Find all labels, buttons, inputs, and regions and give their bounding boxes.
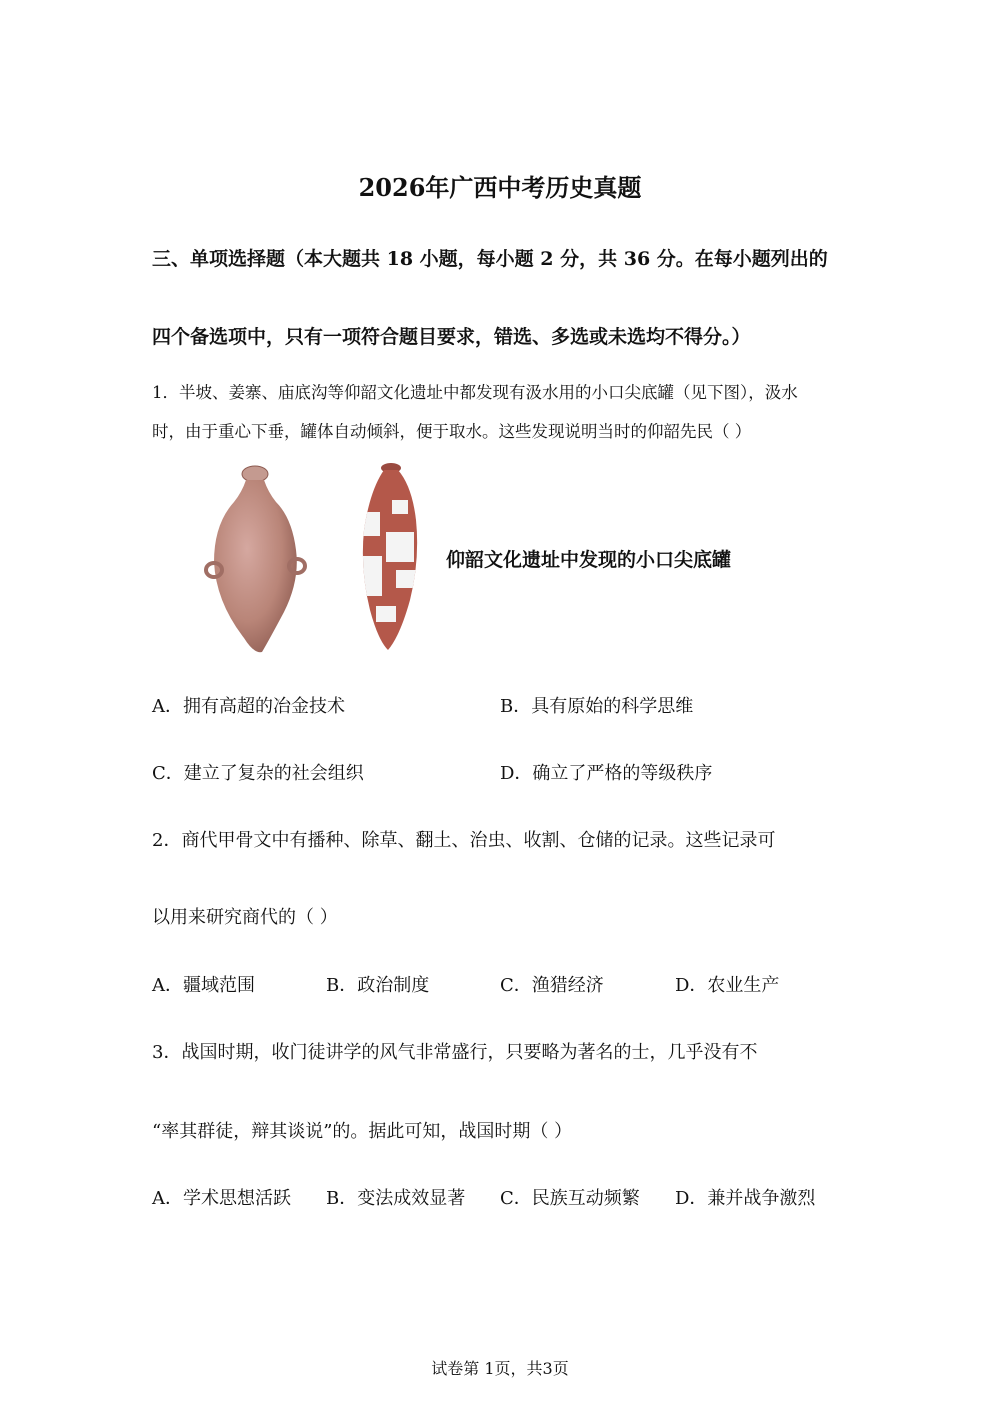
q3-option-c: C．民族互动频繁 <box>500 1188 640 1209</box>
section-heading-line2: 四个备选项中，只有一项符合题目要求，错选、多选或未选均不得分。） <box>152 326 751 348</box>
question-1-line1: 1．半坡、姜寨、庙底沟等仰韶文化遗址中都发现有汲水用的小口尖底罐（见下图），汲水 <box>152 383 798 402</box>
pointed-jar-image-right <box>356 460 426 654</box>
pointed-jar-image-left <box>196 462 314 656</box>
q2-option-c: C．渔猎经济 <box>500 975 604 996</box>
figure-caption: 仰韶文化遗址中发现的小口尖底罐 <box>446 549 732 571</box>
question-3-line1: 3．战国时期，收门徒讲学的风气非常盛行，只要略为著名的士，几乎没有不 <box>152 1042 758 1063</box>
q3-option-a: A．学术思想活跃 <box>152 1188 291 1209</box>
q2-option-b: B．政治制度 <box>326 975 430 996</box>
q2-option-a: A．疆域范围 <box>152 975 255 996</box>
question-2-line1: 2．商代甲骨文中有播种、除草、翻土、治虫、收割、仓储的记录。这些记录可 <box>152 830 776 851</box>
page-footer: 试卷第 1页，共3页 <box>431 1359 569 1378</box>
q1-option-c: C．建立了复杂的社会组织 <box>152 763 364 784</box>
q3-option-b: B．变法成效显著 <box>326 1188 466 1209</box>
question-2-line2: 以用来研究商代的（ ） <box>152 907 338 928</box>
q2-option-d: D．农业生产 <box>675 975 780 996</box>
section-heading-line1: 三、单项选择题（本大题共 18 小题，每小题 2 分，共 36 分。在每小题列出的 <box>152 248 828 270</box>
q1-option-b: B．具有原始的科学思维 <box>500 696 694 717</box>
q3-option-d: D．兼并战争激烈 <box>675 1188 816 1209</box>
question-3-line2: “率其群徒，辩其谈说”的。据此可知，战国时期（ ） <box>152 1121 573 1142</box>
page-title: 2026年广西中考历史真题 <box>358 173 642 202</box>
q1-option-d: D．确立了严格的等级秩序 <box>500 763 713 784</box>
q1-option-a: A．拥有高超的冶金技术 <box>152 696 345 717</box>
question-1-line2: 时，由于重心下垂，罐体自动倾斜，便于取水。这些发现说明当时的仰韶先民（ ） <box>152 422 752 441</box>
